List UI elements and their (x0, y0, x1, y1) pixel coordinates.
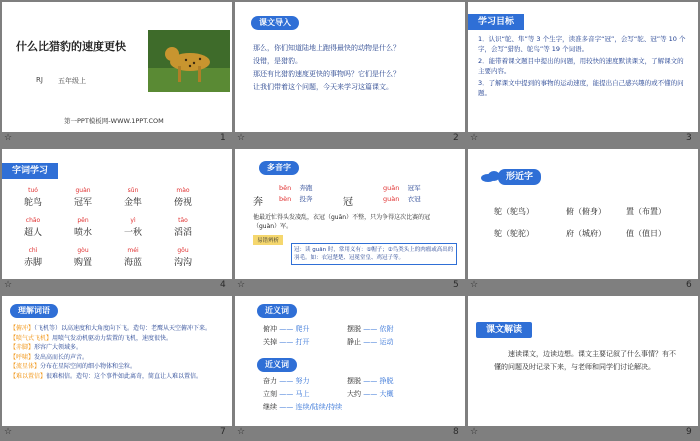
synonym-pair (347, 337, 393, 347)
pinyin: gōu (177, 247, 189, 254)
example-word: 冠军 (407, 184, 421, 192)
note-box: 冠：读 guān 时，常用义有：①帽子；②鸟类头上的肉瘤或高出的羽毛。如：衣冠楚楚、冠冕堂皇、鸡冠子等。 (291, 243, 457, 265)
pinyin: chāo (25, 217, 41, 224)
dash-separator: —— (361, 390, 380, 398)
slide-number: 8 (453, 427, 459, 437)
pinyin: tāo (178, 217, 188, 224)
term-definition: 很难相信。造句：这个事件如此离奇，简直让人难以置信。 (46, 372, 203, 380)
vocab-item (74, 247, 92, 268)
slide-thumbnail-6[interactable] (468, 149, 698, 279)
vocab-item (24, 217, 42, 238)
goal-item: 3．了解课文中提到的事物的运动速度，能提出自己感兴趣的或不懂的问题。 (478, 79, 684, 97)
term: 【俯冲】 (10, 325, 35, 332)
section-header: 近义词 (257, 304, 297, 318)
star-icon[interactable]: ☆ (470, 427, 479, 437)
grade-label: 五年级上 (58, 77, 86, 85)
synonym-pair (263, 389, 309, 399)
term-list (10, 324, 226, 381)
polyphone-char: 冠 (343, 197, 353, 208)
slide-thumbnail-5[interactable] (235, 149, 465, 279)
synonym: 打开 (295, 338, 310, 346)
word: 奋力 (263, 377, 277, 385)
goal-item: 2．能带着课文题目中提出的问题，用较快的速度默读课文，了解课文的主要内容。 (478, 57, 684, 75)
vocab-word: 冠军 (74, 198, 93, 208)
pinyin: bèn (279, 195, 292, 203)
star-icon[interactable]: ☆ (237, 133, 246, 143)
section-header: 多音字 (259, 161, 299, 175)
dash-separator: —— (361, 377, 380, 385)
vocab-word: 购置 (74, 258, 93, 268)
word: 关掉 (263, 338, 277, 346)
synonym: 依附 (379, 325, 394, 333)
vocab-item (24, 247, 42, 268)
dash-separator: —— (277, 377, 296, 385)
char-pair: 鸵（鸵鸟） (494, 207, 534, 216)
word: 立刻 (263, 390, 277, 398)
slide-footer: 第一PPT模板网-WWW.1PPT.COM (64, 117, 164, 125)
synonym-grid (263, 376, 463, 420)
star-icon[interactable]: ☆ (237, 280, 246, 290)
term: 【赤脚】 (10, 344, 35, 351)
synonym-grid (263, 324, 463, 354)
synonym: 挣脱 (379, 377, 394, 385)
slide-number: 2 (453, 133, 459, 143)
synonym: 爬升 (295, 325, 310, 333)
section-header: 课文解读 (476, 322, 532, 338)
polyphone-char: 奔 (253, 197, 263, 208)
vocab-grid (24, 187, 224, 273)
pinyin: guàn (383, 195, 400, 203)
slide-thumbnail-4[interactable] (2, 149, 232, 279)
slide-number: 1 (220, 133, 226, 143)
slide-thumbnail-8[interactable] (235, 296, 465, 426)
term: 【难以置信】 (10, 372, 47, 380)
slide-number: 6 (686, 280, 692, 290)
section-header: 课文导入 (251, 16, 299, 30)
term-entry (10, 334, 226, 344)
pinyin: bēn (279, 184, 292, 192)
char-pair: 值（值日） (626, 229, 666, 238)
term-definition: （飞机等）以高速度和大角度向下飞。造句：老鹰从天空俯冲下来。 (34, 325, 212, 332)
tip-tag: 易错辨析 (253, 235, 283, 245)
goal-item: 1．认识“鸵、隼”等 3 个生字，读准多音字“冠”，会写“鸵、冠”等 10 个字，会写“猎豹、鸵鸟”等 19 个词语。 (478, 35, 686, 53)
slide-number: 7 (220, 427, 226, 437)
vocab-word: 赤脚 (24, 258, 43, 268)
synonym: 大概 (379, 390, 394, 398)
pinyin: gòu (77, 247, 89, 254)
word: 俯冲 (263, 325, 277, 333)
slide-number: 5 (453, 280, 459, 290)
dash-separator: —— (277, 390, 296, 398)
vocab-word: 喷水 (74, 228, 93, 238)
dash-separator: —— (361, 338, 380, 346)
vocab-item (124, 217, 142, 238)
example-sentence: 他最近忙得头发凌乱，衣冠（guān）不整，只为争得这次比赛的冠（guàn）军。 (253, 214, 431, 230)
slide-title: 什么比猎豹的速度更快 (16, 40, 126, 53)
slide-thumbnail-1[interactable] (2, 2, 232, 132)
intro-line: 那么，你们知道陆地上跑得最快的动物是什么？ (253, 44, 400, 52)
word: 大约 (347, 390, 361, 398)
vocab-item (174, 247, 192, 268)
dash-separator: —— (277, 403, 296, 411)
slide-number: 9 (686, 427, 692, 437)
pinyin: pēn (77, 217, 89, 224)
section-header: 理解词语 (10, 304, 58, 318)
pinyin: chì (28, 247, 38, 254)
pinyin: sǔn (127, 187, 139, 194)
synonym-pair (347, 376, 393, 386)
term-entry (10, 362, 226, 372)
intro-line: 没错，是猎豹。 (253, 57, 302, 65)
vocab-word: 滔滔 (174, 228, 193, 238)
vocab-word: 一秋 (124, 228, 143, 238)
char-pair: 鸵（鸵驼） (494, 229, 534, 238)
synonym-pair (263, 337, 309, 347)
star-icon[interactable]: ☆ (237, 427, 246, 437)
vocab-item (74, 217, 92, 238)
vocab-word: 超人 (24, 228, 43, 238)
synonym: 连续/陆续/持续 (295, 403, 343, 411)
word: 静止 (347, 338, 361, 346)
vocab-word: 鸵鸟 (24, 198, 43, 208)
vocab-word: 沟沟 (174, 258, 193, 268)
star-icon[interactable]: ☆ (4, 427, 13, 437)
vocab-word: 海蓝 (124, 258, 143, 268)
intro-line: 那还有比猎豹速度更快的事物吗？它们是什么？ (253, 70, 400, 78)
edition-label: RJ (36, 76, 43, 84)
word: 摆脱 (347, 325, 361, 333)
vocab-item (124, 247, 142, 268)
synonym: 马上 (295, 390, 310, 398)
slide-number: 4 (220, 280, 226, 290)
star-icon[interactable]: ☆ (470, 133, 479, 143)
vocab-word: 金隼 (124, 198, 143, 208)
dash-separator: —— (277, 325, 296, 333)
word: 继续 (263, 403, 277, 411)
reading-paragraph: 速读课文，边读边想。课文主要记叙了什么事情？有不懂的问题及时记录下来，与老师和同学们讨论解决。 (494, 350, 676, 371)
synonym-pair (263, 402, 342, 412)
term-entry (10, 353, 226, 363)
synonym-pair (347, 389, 393, 399)
synonym-pair (263, 376, 309, 386)
slide-thumbnail-2[interactable] (235, 2, 465, 132)
term-entry (10, 324, 226, 334)
section-header: 字词学习 (2, 163, 58, 179)
section-header: 近义词 (257, 358, 297, 372)
word: 摆脱 (347, 377, 361, 385)
term-definition: 用喷气发动机驱动力装置的飞机，速度很快。 (52, 334, 173, 342)
term-entry (10, 343, 226, 353)
pinyin: méi (127, 247, 139, 254)
term-entry (10, 372, 226, 382)
term-definition: 分布在星际空间的细小物体和尘粒。 (40, 363, 137, 370)
intro-line: 让我们带着这个问题，今天来学习这篇课文。 (253, 83, 393, 91)
pinyin: yì (130, 217, 136, 224)
dash-separator: —— (277, 338, 296, 346)
pinyin: guān (383, 184, 400, 192)
synonym-pair (263, 324, 309, 334)
synonym: 运动 (379, 338, 394, 346)
example-word: 衣冠 (407, 195, 421, 203)
pinyin: tuó (28, 187, 38, 194)
char-pair: 府（城府） (566, 229, 606, 238)
term: 【喷气式飞机】 (10, 334, 53, 342)
term: 【流星体】 (10, 363, 41, 370)
term-definition: 形容广大领域多。 (34, 344, 83, 351)
synonym: 努力 (295, 377, 310, 385)
term-definition: 发出高而长的声音。 (34, 353, 89, 361)
example-word: 投奔 (299, 195, 313, 203)
vocab-word: 傍视 (174, 198, 193, 208)
vocab-item (24, 187, 42, 208)
example-word: 奔跑 (299, 184, 313, 192)
vocab-item (174, 217, 192, 238)
slide-thumbnail-7[interactable] (2, 296, 232, 426)
char-pair: 俯（俯身） (566, 207, 606, 216)
slide-thumbnail-9[interactable] (468, 296, 698, 426)
vocab-item (74, 187, 92, 208)
star-icon[interactable]: ☆ (470, 280, 479, 290)
cheetah-photo (148, 30, 230, 92)
synonym-pair (347, 324, 393, 334)
section-header: 形近字 (498, 169, 541, 185)
pinyin: mào (176, 187, 190, 194)
term: 【呼啸】 (10, 353, 35, 361)
star-icon[interactable]: ☆ (4, 133, 13, 143)
pinyin: guàn (75, 187, 91, 194)
vocab-item (174, 187, 192, 208)
char-pair: 置（布置） (626, 207, 666, 216)
star-icon[interactable]: ☆ (4, 280, 13, 290)
dash-separator: —— (361, 325, 380, 333)
slide-thumbnail-3[interactable] (468, 2, 698, 132)
section-header: 学习目标 (468, 14, 524, 30)
vocab-item (124, 187, 142, 208)
slide-number: 3 (686, 133, 692, 143)
